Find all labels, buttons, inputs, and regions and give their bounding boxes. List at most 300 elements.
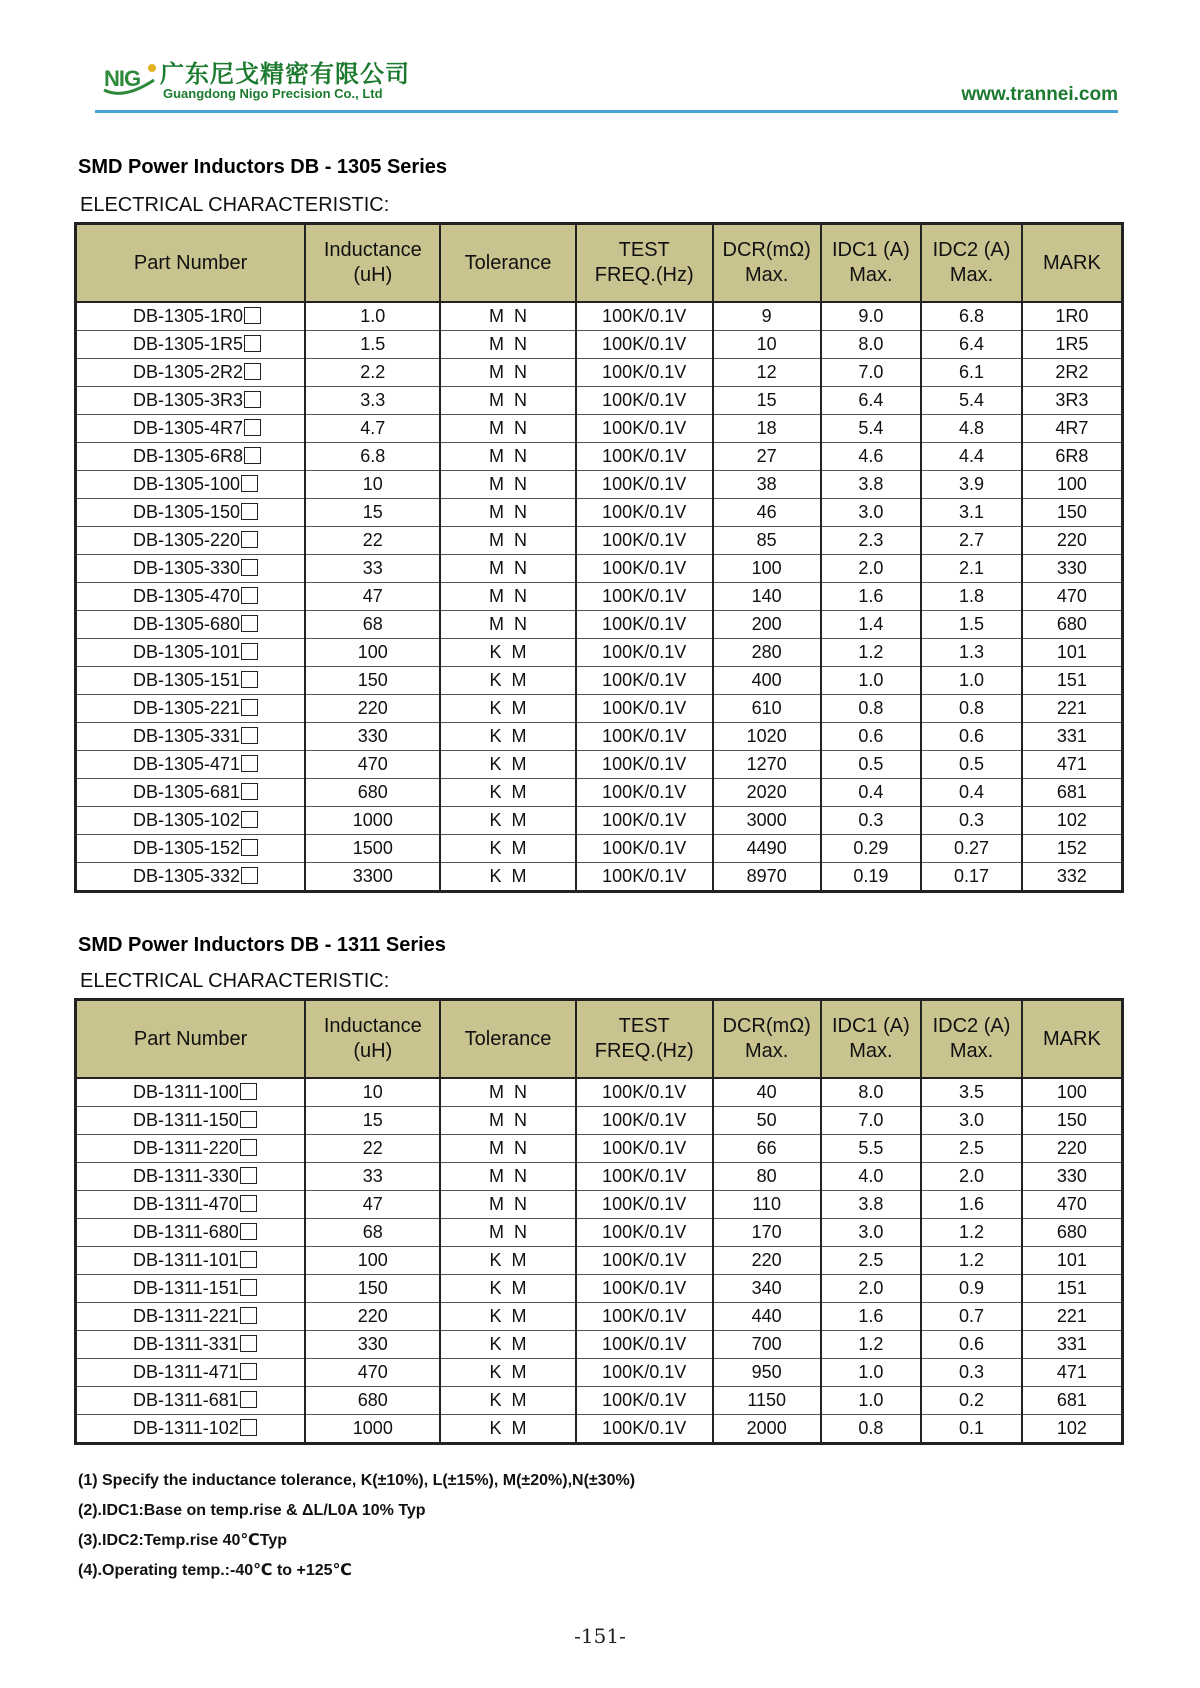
cell-dcr: 950 — [713, 1359, 821, 1387]
cell-tolerance: M N — [440, 1163, 575, 1191]
page-header — [0, 0, 1200, 116]
cell-tolerance: M N — [440, 1107, 575, 1135]
cell-tolerance: K M — [440, 1275, 575, 1303]
table-row — [76, 471, 1123, 499]
cell-dcr: 4490 — [713, 835, 821, 863]
cell-test-freq: 100K/0.1V — [576, 639, 713, 667]
column-header-mark: MARK — [1022, 224, 1123, 303]
cell-idc1: 3.0 — [821, 499, 922, 527]
cell-idc1: 0.3 — [821, 807, 922, 835]
cell-dcr: 140 — [713, 583, 821, 611]
cell-idc2: 2.7 — [921, 527, 1022, 555]
table-row — [76, 1359, 1123, 1387]
checkbox-icon — [240, 1419, 257, 1436]
cell-mark: 3R3 — [1022, 387, 1123, 415]
checkbox-icon — [244, 363, 261, 380]
cell-mark: 101 — [1022, 639, 1123, 667]
cell-mark: 681 — [1022, 779, 1123, 807]
cell-part-number — [76, 527, 306, 555]
checkbox-icon — [244, 419, 261, 436]
cell-inductance: 3300 — [305, 863, 440, 892]
cell-test-freq: 100K/0.1V — [576, 555, 713, 583]
checkbox-icon — [240, 1083, 257, 1100]
cell-mark: 220 — [1022, 527, 1123, 555]
table-row — [76, 1078, 1123, 1107]
cell-mark: 150 — [1022, 499, 1123, 527]
cell-part-number — [76, 1163, 306, 1191]
part-number-text: DB-1305-4R7 — [133, 418, 244, 438]
part-number-text: DB-1305-330 — [133, 558, 241, 578]
checkbox-icon — [244, 335, 261, 352]
cell-part-number — [76, 695, 306, 723]
cell-test-freq: 100K/0.1V — [576, 807, 713, 835]
section-title-1305: SMD Power Inductors DB - 1305 Series — [78, 156, 448, 178]
part-number-text: DB-1311-150 — [133, 1110, 239, 1130]
cell-tolerance: K M — [440, 667, 575, 695]
cell-test-freq: 100K/0.1V — [576, 835, 713, 863]
cell-idc2: 3.1 — [921, 499, 1022, 527]
cell-mark: 330 — [1022, 555, 1123, 583]
column-header-test-freq: TEST FREQ.(Hz) — [576, 1000, 713, 1079]
part-number-text: DB-1305-151 — [133, 670, 241, 690]
cell-test-freq: 100K/0.1V — [576, 1191, 713, 1219]
cell-part-number — [76, 1219, 306, 1247]
cell-mark: 152 — [1022, 835, 1123, 863]
cell-idc2: 6.1 — [921, 359, 1022, 387]
cell-dcr: 10 — [713, 331, 821, 359]
table-row — [76, 415, 1123, 443]
cell-idc1: 9.0 — [821, 302, 922, 331]
checkbox-icon — [241, 727, 258, 744]
cell-dcr: 2020 — [713, 779, 821, 807]
table-row — [76, 1163, 1123, 1191]
table-row — [76, 611, 1123, 639]
part-number-text: DB-1305-1R5 — [133, 334, 244, 354]
cell-mark: 1R0 — [1022, 302, 1123, 331]
cell-tolerance: K M — [440, 835, 575, 863]
cell-dcr: 1020 — [713, 723, 821, 751]
part-number-text: DB-1311-151 — [133, 1278, 239, 1298]
footnote: (3).IDC2:Temp.rise 40℃Typ — [78, 1532, 288, 1549]
cell-idc2: 6.4 — [921, 331, 1022, 359]
cell-inductance: 2.2 — [305, 359, 440, 387]
cell-inductance: 47 — [305, 1191, 440, 1219]
part-number-text: DB-1311-100 — [133, 1082, 239, 1102]
cell-inductance: 470 — [305, 751, 440, 779]
part-number-text: DB-1305-6R8 — [133, 446, 244, 466]
cell-inductance: 10 — [305, 471, 440, 499]
cell-part-number — [76, 443, 306, 471]
cell-dcr: 220 — [713, 1247, 821, 1275]
part-number-text: DB-1305-152 — [133, 838, 241, 858]
column-header-part-number: Part Number — [76, 224, 306, 303]
cell-dcr: 1150 — [713, 1387, 821, 1415]
cell-dcr: 610 — [713, 695, 821, 723]
cell-idc1: 0.8 — [821, 1415, 922, 1444]
cell-mark: 330 — [1022, 1163, 1123, 1191]
cell-part-number — [76, 1387, 306, 1415]
footnote: (1) Specify the inductance tolerance, K(±10%), L(±15%), M(±20%),N(±30%) — [78, 1472, 636, 1489]
table-row — [76, 667, 1123, 695]
section-subtitle-1305: ELECTRICAL CHARACTERISTIC: — [80, 194, 390, 216]
cell-part-number — [76, 1331, 306, 1359]
cell-tolerance: M N — [440, 1078, 575, 1107]
cell-test-freq: 100K/0.1V — [576, 1247, 713, 1275]
cell-dcr: 280 — [713, 639, 821, 667]
cell-test-freq: 100K/0.1V — [576, 1107, 713, 1135]
checkbox-icon — [240, 1139, 257, 1156]
cell-inductance: 1.5 — [305, 331, 440, 359]
cell-mark: 4R7 — [1022, 415, 1123, 443]
cell-part-number — [76, 863, 306, 892]
logo-text: NIG — [104, 66, 141, 91]
checkbox-icon — [240, 1335, 257, 1352]
spec-table-1311 — [74, 998, 1124, 1445]
part-number-text: DB-1305-150 — [133, 502, 241, 522]
cell-test-freq: 100K/0.1V — [576, 1163, 713, 1191]
cell-test-freq: 100K/0.1V — [576, 695, 713, 723]
cell-test-freq: 100K/0.1V — [576, 863, 713, 892]
cell-mark: 151 — [1022, 1275, 1123, 1303]
cell-idc1: 1.0 — [821, 667, 922, 695]
cell-inductance: 330 — [305, 1331, 440, 1359]
cell-idc2: 5.4 — [921, 387, 1022, 415]
cell-mark: 332 — [1022, 863, 1123, 892]
cell-idc1: 1.0 — [821, 1387, 922, 1415]
checkbox-icon — [241, 559, 258, 576]
cell-idc2: 0.5 — [921, 751, 1022, 779]
cell-tolerance: M N — [440, 415, 575, 443]
cell-part-number — [76, 1247, 306, 1275]
column-header-idc2: IDC2 (A) Max. — [921, 224, 1022, 303]
cell-dcr: 170 — [713, 1219, 821, 1247]
cell-idc2: 0.3 — [921, 807, 1022, 835]
cell-mark: 680 — [1022, 1219, 1123, 1247]
cell-test-freq: 100K/0.1V — [576, 1275, 713, 1303]
cell-test-freq: 100K/0.1V — [576, 1303, 713, 1331]
cell-test-freq: 100K/0.1V — [576, 667, 713, 695]
cell-tolerance: K M — [440, 723, 575, 751]
cell-dcr: 38 — [713, 471, 821, 499]
checkbox-icon — [241, 643, 258, 660]
cell-dcr: 3000 — [713, 807, 821, 835]
cell-test-freq: 100K/0.1V — [576, 1331, 713, 1359]
table-row — [76, 1191, 1123, 1219]
cell-test-freq: 100K/0.1V — [576, 443, 713, 471]
cell-idc2: 0.4 — [921, 779, 1022, 807]
part-number-text: DB-1311-680 — [133, 1222, 239, 1242]
cell-tolerance: K M — [440, 807, 575, 835]
cell-dcr: 700 — [713, 1331, 821, 1359]
table-row — [76, 1415, 1123, 1444]
table-row — [76, 723, 1123, 751]
cell-idc2: 0.1 — [921, 1415, 1022, 1444]
cell-dcr: 2000 — [713, 1415, 821, 1444]
cell-tolerance: M N — [440, 1135, 575, 1163]
table-row — [76, 1135, 1123, 1163]
cell-inductance: 1500 — [305, 835, 440, 863]
cell-idc2: 1.0 — [921, 667, 1022, 695]
cell-idc1: 0.29 — [821, 835, 922, 863]
cell-tolerance: K M — [440, 695, 575, 723]
cell-tolerance: K M — [440, 779, 575, 807]
column-header-idc2: IDC2 (A) Max. — [921, 1000, 1022, 1079]
cell-tolerance: M N — [440, 611, 575, 639]
cell-part-number — [76, 667, 306, 695]
cell-mark: 100 — [1022, 471, 1123, 499]
cell-part-number — [76, 835, 306, 863]
table-row — [76, 1303, 1123, 1331]
cell-test-freq: 100K/0.1V — [576, 751, 713, 779]
cell-test-freq: 100K/0.1V — [576, 1415, 713, 1444]
table-row — [76, 863, 1123, 892]
cell-tolerance: K M — [440, 1303, 575, 1331]
table-row — [76, 695, 1123, 723]
checkbox-icon — [240, 1195, 257, 1212]
section-subtitle-1311: ELECTRICAL CHARACTERISTIC: — [80, 970, 390, 992]
cell-test-freq: 100K/0.1V — [576, 583, 713, 611]
cell-inductance: 470 — [305, 1359, 440, 1387]
table-row — [76, 302, 1123, 331]
cell-idc2: 0.7 — [921, 1303, 1022, 1331]
cell-inductance: 150 — [305, 1275, 440, 1303]
cell-part-number — [76, 639, 306, 667]
checkbox-icon — [241, 587, 258, 604]
cell-part-number — [76, 1359, 306, 1387]
checkbox-icon — [240, 1251, 257, 1268]
cell-test-freq: 100K/0.1V — [576, 499, 713, 527]
cell-dcr: 110 — [713, 1191, 821, 1219]
cell-part-number — [76, 1107, 306, 1135]
cell-part-number — [76, 1275, 306, 1303]
cell-dcr: 15 — [713, 387, 821, 415]
cell-idc2: 1.8 — [921, 583, 1022, 611]
cell-mark: 471 — [1022, 751, 1123, 779]
cell-idc2: 0.17 — [921, 863, 1022, 892]
cell-inductance: 33 — [305, 555, 440, 583]
cell-idc2: 3.5 — [921, 1078, 1022, 1107]
cell-inductance: 1.0 — [305, 302, 440, 331]
cell-test-freq: 100K/0.1V — [576, 527, 713, 555]
cell-tolerance: K M — [440, 1247, 575, 1275]
table-row — [76, 1275, 1123, 1303]
cell-inductance: 100 — [305, 1247, 440, 1275]
table-row — [76, 1219, 1123, 1247]
cell-idc2: 6.8 — [921, 302, 1022, 331]
cell-inductance: 15 — [305, 1107, 440, 1135]
cell-inductance: 150 — [305, 667, 440, 695]
checkbox-icon — [241, 783, 258, 800]
cell-part-number — [76, 779, 306, 807]
cell-idc1: 2.3 — [821, 527, 922, 555]
cell-idc2: 0.6 — [921, 1331, 1022, 1359]
cell-idc1: 6.4 — [821, 387, 922, 415]
cell-tolerance: K M — [440, 751, 575, 779]
cell-tolerance: K M — [440, 1359, 575, 1387]
cell-idc1: 0.4 — [821, 779, 922, 807]
cell-idc1: 7.0 — [821, 359, 922, 387]
checkbox-icon — [241, 839, 258, 856]
cell-part-number — [76, 499, 306, 527]
column-header-inductance: Inductance (uH) — [305, 224, 440, 303]
cell-tolerance: M N — [440, 443, 575, 471]
checkbox-icon — [240, 1111, 257, 1128]
part-number-text: DB-1305-2R2 — [133, 362, 244, 382]
cell-inductance: 33 — [305, 1163, 440, 1191]
cell-part-number — [76, 583, 306, 611]
cell-tolerance: K M — [440, 863, 575, 892]
table-row — [76, 779, 1123, 807]
cell-test-freq: 100K/0.1V — [576, 1219, 713, 1247]
checkbox-icon — [241, 811, 258, 828]
cell-tolerance: K M — [440, 1331, 575, 1359]
cell-idc1: 1.0 — [821, 1359, 922, 1387]
cell-test-freq: 100K/0.1V — [576, 302, 713, 331]
cell-part-number — [76, 1078, 306, 1107]
cell-idc1: 1.4 — [821, 611, 922, 639]
cell-inductance: 6.8 — [305, 443, 440, 471]
cell-idc2: 2.5 — [921, 1135, 1022, 1163]
cell-part-number — [76, 807, 306, 835]
cell-idc1: 3.8 — [821, 471, 922, 499]
cell-test-freq: 100K/0.1V — [576, 359, 713, 387]
cell-part-number — [76, 751, 306, 779]
checkbox-icon — [240, 1307, 257, 1324]
cell-idc2: 0.9 — [921, 1275, 1022, 1303]
cell-tolerance: M N — [440, 499, 575, 527]
table-row — [76, 499, 1123, 527]
cell-idc2: 1.2 — [921, 1247, 1022, 1275]
checkbox-icon — [240, 1363, 257, 1380]
checkbox-icon — [241, 615, 258, 632]
cell-tolerance: M N — [440, 555, 575, 583]
part-number-text: DB-1311-102 — [133, 1418, 239, 1438]
cell-dcr: 440 — [713, 1303, 821, 1331]
footnotes — [78, 1466, 635, 1586]
cell-mark: 680 — [1022, 611, 1123, 639]
cell-mark: 6R8 — [1022, 443, 1123, 471]
website-link[interactable]: www.trannei.com — [961, 84, 1118, 105]
cell-mark: 102 — [1022, 1415, 1123, 1444]
column-header-inductance: Inductance (uH) — [305, 1000, 440, 1079]
cell-test-freq: 100K/0.1V — [576, 331, 713, 359]
cell-part-number — [76, 331, 306, 359]
cell-test-freq: 100K/0.1V — [576, 779, 713, 807]
cell-part-number — [76, 471, 306, 499]
cell-mark: 331 — [1022, 723, 1123, 751]
cell-idc2: 0.2 — [921, 1387, 1022, 1415]
table-row — [76, 1331, 1123, 1359]
cell-idc2: 0.3 — [921, 1359, 1022, 1387]
cell-inductance: 220 — [305, 1303, 440, 1331]
checkbox-icon — [241, 699, 258, 716]
cell-tolerance: M N — [440, 359, 575, 387]
cell-idc1: 8.0 — [821, 1078, 922, 1107]
column-header-dcr: DCR(mΩ) Max. — [713, 224, 821, 303]
cell-mark: 102 — [1022, 807, 1123, 835]
cell-idc1: 3.8 — [821, 1191, 922, 1219]
cell-idc2: 3.0 — [921, 1107, 1022, 1135]
cell-tolerance: M N — [440, 1219, 575, 1247]
cell-inductance: 100 — [305, 639, 440, 667]
cell-mark: 471 — [1022, 1359, 1123, 1387]
cell-dcr: 50 — [713, 1107, 821, 1135]
cell-inductance: 1000 — [305, 1415, 440, 1444]
part-number-text: DB-1311-331 — [133, 1334, 239, 1354]
checkbox-icon — [241, 867, 258, 884]
part-number-text: DB-1305-332 — [133, 866, 241, 886]
cell-idc2: 3.9 — [921, 471, 1022, 499]
cell-mark: 1R5 — [1022, 331, 1123, 359]
part-number-text: DB-1305-470 — [133, 586, 241, 606]
cell-idc1: 0.5 — [821, 751, 922, 779]
column-header-idc1: IDC1 (A) Max. — [821, 1000, 922, 1079]
cell-mark: 331 — [1022, 1331, 1123, 1359]
spec-table-1305 — [74, 222, 1124, 893]
table-row — [76, 639, 1123, 667]
checkbox-icon — [241, 531, 258, 548]
cell-idc1: 1.2 — [821, 639, 922, 667]
cell-test-freq: 100K/0.1V — [576, 387, 713, 415]
cell-idc2: 1.5 — [921, 611, 1022, 639]
cell-idc2: 1.6 — [921, 1191, 1022, 1219]
table-row — [76, 359, 1123, 387]
cell-mark: 681 — [1022, 1387, 1123, 1415]
part-number-text: DB-1311-470 — [133, 1194, 239, 1214]
cell-dcr: 8970 — [713, 863, 821, 892]
cell-mark: 470 — [1022, 583, 1123, 611]
cell-mark: 100 — [1022, 1078, 1123, 1107]
part-number-text: DB-1305-102 — [133, 810, 241, 830]
cell-dcr: 46 — [713, 499, 821, 527]
column-header-tolerance: Tolerance — [440, 224, 575, 303]
cell-idc2: 4.4 — [921, 443, 1022, 471]
part-number-text: DB-1305-101 — [133, 642, 241, 662]
cell-tolerance: M N — [440, 1191, 575, 1219]
cell-dcr: 18 — [713, 415, 821, 443]
part-number-text: DB-1311-681 — [133, 1390, 239, 1410]
cell-idc2: 0.8 — [921, 695, 1022, 723]
column-header-mark: MARK — [1022, 1000, 1123, 1079]
cell-inductance: 22 — [305, 1135, 440, 1163]
cell-inductance: 68 — [305, 1219, 440, 1247]
cell-inductance: 220 — [305, 695, 440, 723]
table-row — [76, 387, 1123, 415]
table-row — [76, 1247, 1123, 1275]
cell-inductance: 10 — [305, 1078, 440, 1107]
part-number-text: DB-1305-100 — [133, 474, 241, 494]
table-header-row — [76, 1000, 1123, 1079]
cell-dcr: 200 — [713, 611, 821, 639]
company-name-chinese: 广东尼戈精密有限公司 — [160, 59, 410, 88]
cell-tolerance: M N — [440, 471, 575, 499]
company-name-english: Guangdong Nigo Precision Co., Ltd — [163, 86, 383, 101]
cell-tolerance: M N — [440, 331, 575, 359]
cell-test-freq: 100K/0.1V — [576, 471, 713, 499]
table-row — [76, 751, 1123, 779]
cell-idc2: 1.3 — [921, 639, 1022, 667]
cell-idc1: 3.0 — [821, 1219, 922, 1247]
cell-idc2: 2.1 — [921, 555, 1022, 583]
cell-idc1: 0.8 — [821, 695, 922, 723]
section-title-1311: SMD Power Inductors DB - 1311 Series — [78, 934, 446, 956]
part-number-text: DB-1305-3R3 — [133, 390, 244, 410]
cell-idc1: 5.5 — [821, 1135, 922, 1163]
column-header-idc1: IDC1 (A) Max. — [821, 224, 922, 303]
table-row — [76, 835, 1123, 863]
cell-part-number — [76, 1415, 306, 1444]
cell-idc1: 7.0 — [821, 1107, 922, 1135]
